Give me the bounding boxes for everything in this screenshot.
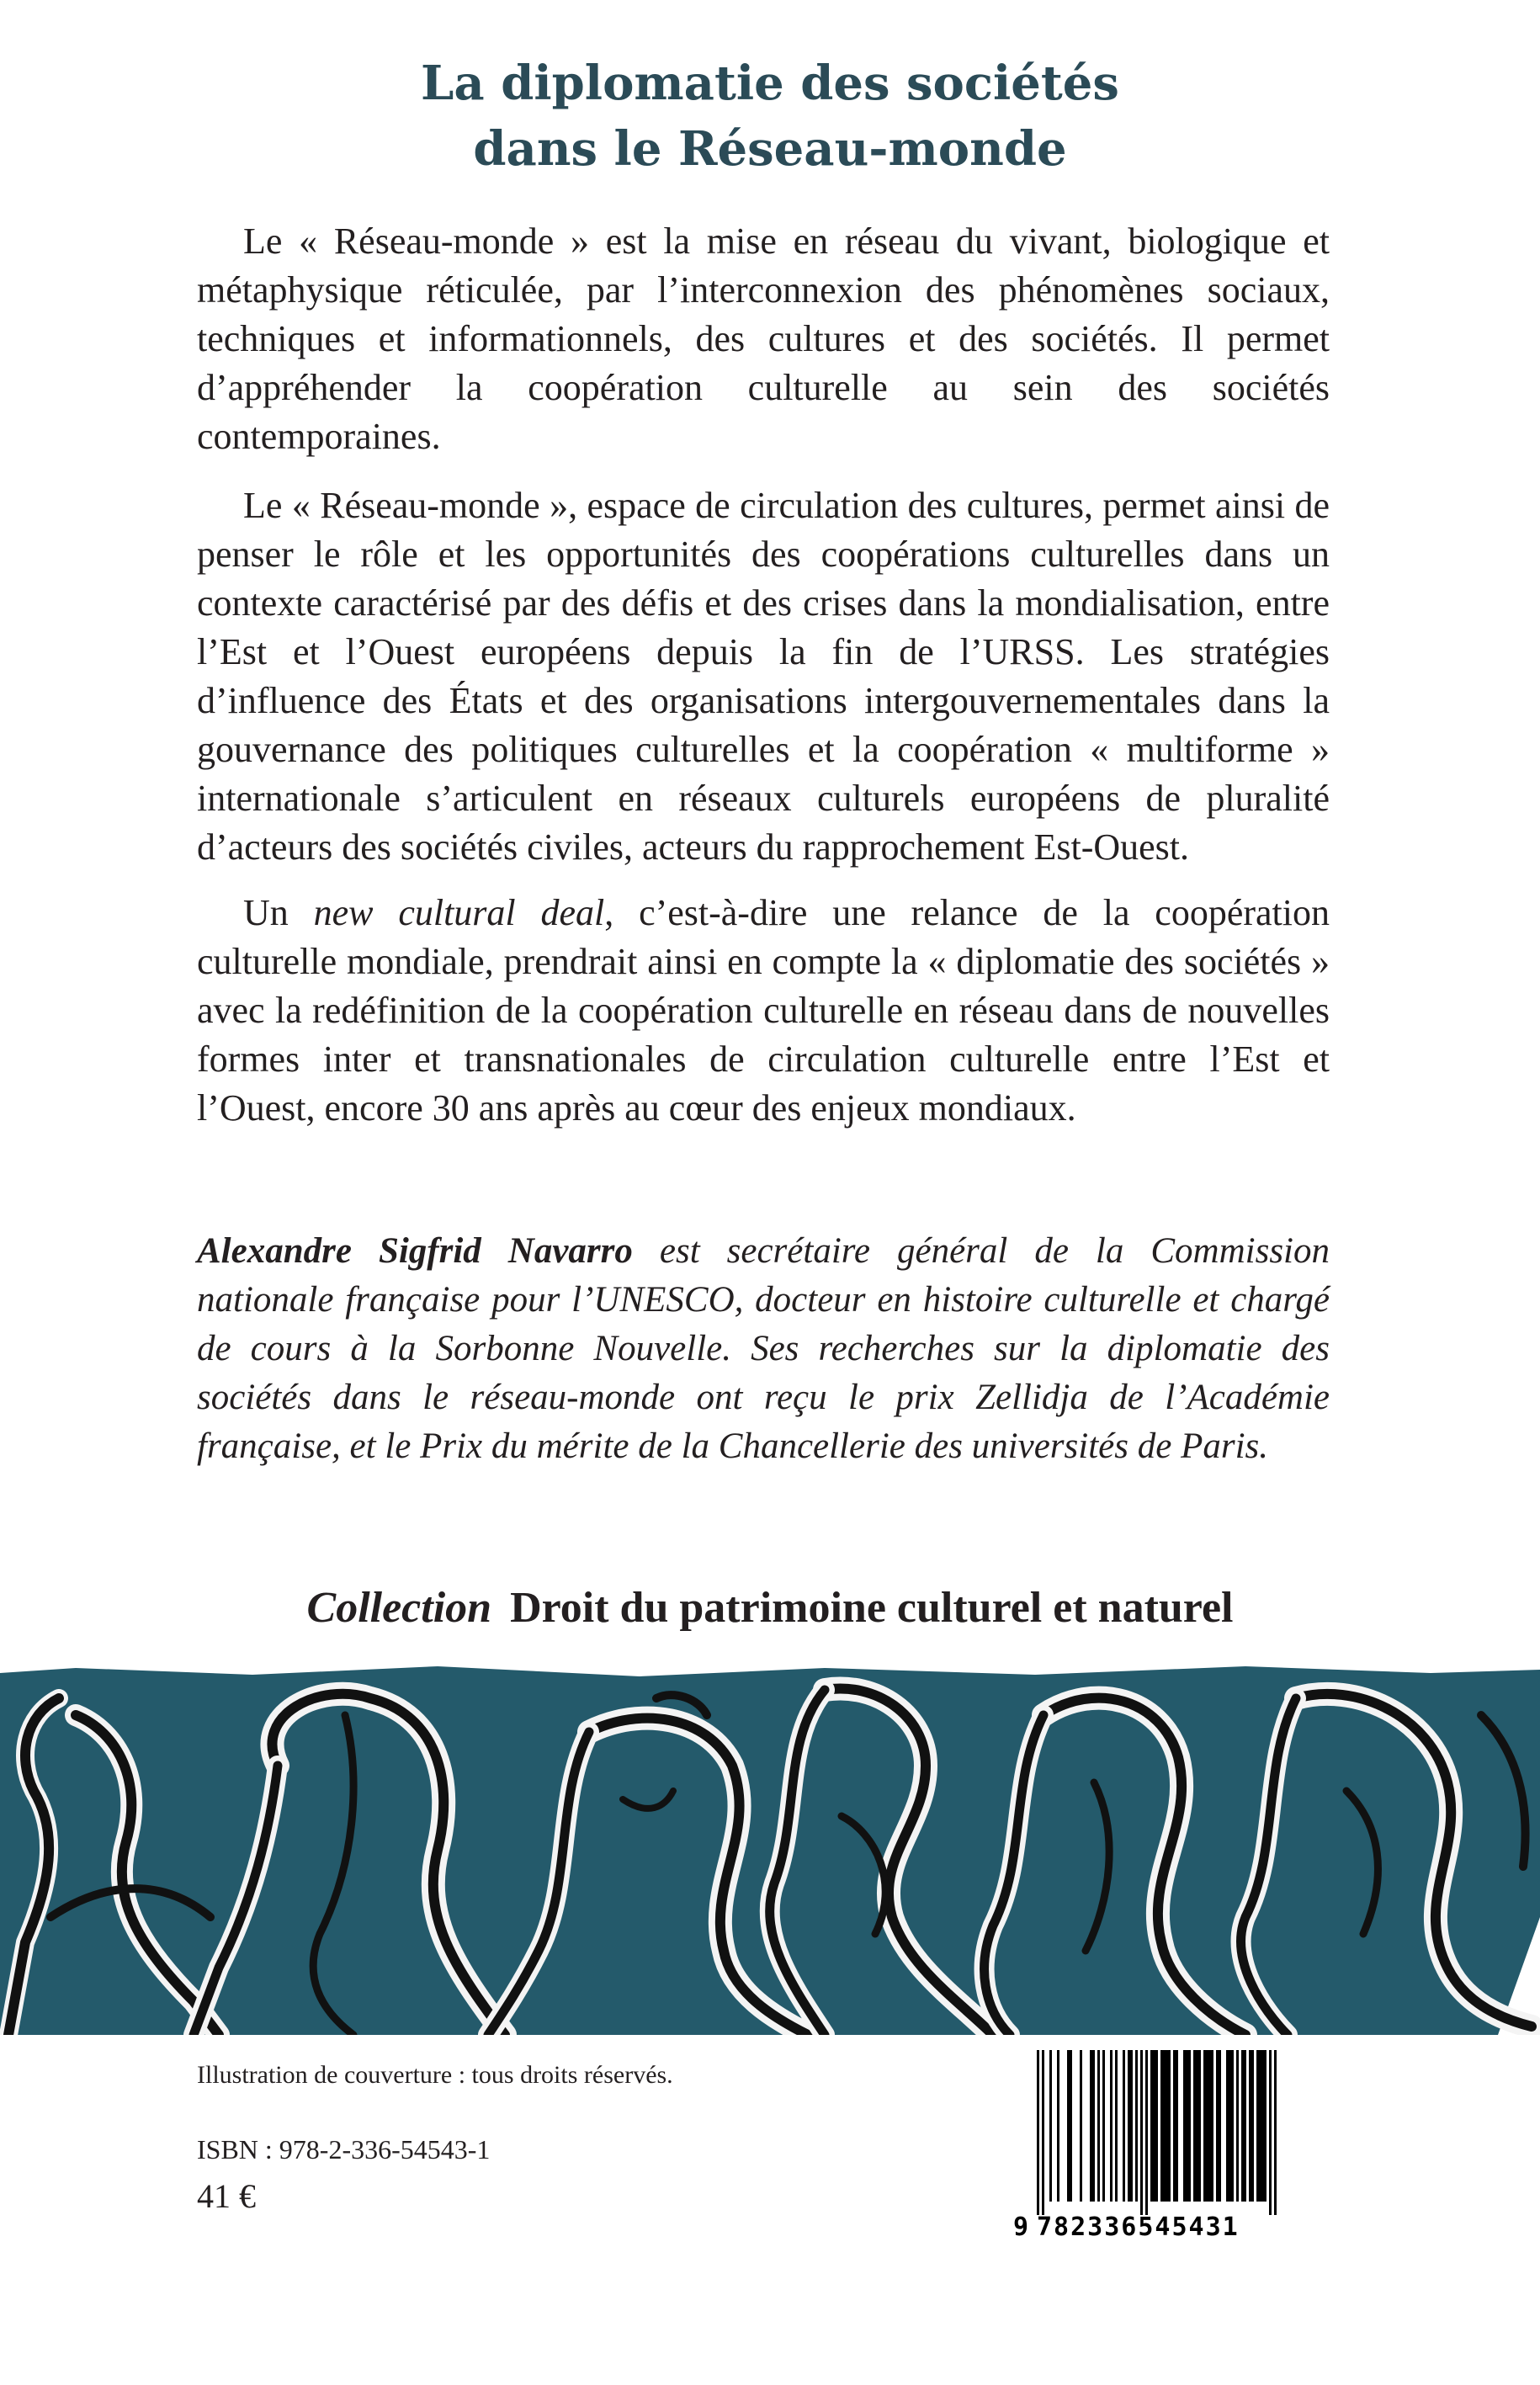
- blurb-paragraph-2: Le « Réseau-monde », espace de circulation des cultures, permet ainsi de penser le rôle et les opportunités des coopérations culturelles dans un contexte caractérisé par des défis et des crises dans la mondialisation, entre l’Est et l’Ouest européens depuis la fin de l’URSS. Les stratégies d’influence des États et des organisations intergouvernementales dans la gouvernance des politiques culturelles et la coopération « multiforme » internationale s’articulent en réseaux culturels européens de pluralité d’acteurs des sociétés civiles, acteurs du rapprochement Est-Ouest.: [197, 485, 1330, 868]
- barcode-guard-bar: [1274, 2050, 1277, 2215]
- barcode-bar: [1115, 2050, 1118, 2202]
- barcode-guard-bar: [1037, 2050, 1039, 2215]
- barcode-bar: [1236, 2050, 1239, 2202]
- barcode-bar: [1135, 2050, 1138, 2202]
- author-bio-text: est secrétaire général de la Commission nationale française pour l’UNESCO, docteur en histoire culturelle et chargé de cours à la Sorbonne Nouvelle. Ses recherches sur la diplomatie des sociétés dans le réseau-monde ont reçu le prix Zellidja de l’Académie française, et le Prix du mérite de la Chancellerie des universités de Paris.: [197, 1231, 1330, 1466]
- barcode-bar: [1080, 2050, 1082, 2202]
- barcode-digit-string: 782336545431: [1037, 2212, 1240, 2242]
- barcode-bar: [1173, 2050, 1178, 2202]
- blurb: [197, 217, 1330, 1150]
- p3-rest: , c’est-à-dire une relance de la coopération culturelle mondiale, prendrait ainsi en compte la « diplomatie des sociétés » avec la redéfinition de la coopération culturelle en réseau dans de nouvelles formes inter et transnationales de circulation culturelle entre l’Est et l’Ouest, encore 30 ans après au cœur des enjeux mondiaux.: [197, 892, 1330, 1129]
- book-title: [0, 50, 1540, 182]
- p3-italic-phrase: new cultural deal: [313, 892, 605, 933]
- barcode-bar: [1241, 2050, 1246, 2202]
- barcode: [1013, 2050, 1330, 2242]
- barcode-first-digit: 9: [1013, 2212, 1031, 2242]
- barcode-bar: [1128, 2050, 1133, 2202]
- cover-credit: Illustration de couverture : tous droits réservés.: [197, 2061, 673, 2089]
- barcode-bar: [1226, 2050, 1234, 2202]
- barcode-digits: [1013, 2212, 1330, 2242]
- illustration-background: [0, 1666, 1540, 2035]
- barcode-bar: [1097, 2050, 1100, 2202]
- title-line-2: dans le Réseau-monde: [473, 121, 1067, 177]
- illustration-svg: [0, 1665, 1540, 2035]
- barcode-bar: [1110, 2050, 1113, 2202]
- barcode-guard-bar: [1269, 2050, 1272, 2215]
- barcode-bar: [1067, 2050, 1072, 2202]
- barcode-bar: [1102, 2050, 1105, 2202]
- collection-line: [0, 1579, 1540, 1638]
- barcode-bars: [1017, 2050, 1330, 2215]
- collection-name: Droit du patrimoine culturel et naturel: [510, 1584, 1234, 1632]
- barcode-bar: [1049, 2050, 1052, 2202]
- barcode-guard-bar: [1145, 2050, 1148, 2215]
- barcode-bar: [1160, 2050, 1171, 2202]
- blurb-paragraph-3: [197, 889, 1330, 1133]
- barcode-bar: [1193, 2050, 1201, 2202]
- cover-illustration: [0, 1665, 1540, 2035]
- barcode-bar: [1249, 2050, 1254, 2202]
- blurb-paragraph-1: Le « Réseau-monde » est la mise en réseau du vivant, biologique et métaphysique réticulée, par l’interconnexion des phénomènes sociaux, techniques et informationnels, des cultures et des sociétés. Il permet d’appréhender la coopération culturelle au sein des sociétés contemporaines.: [197, 220, 1330, 457]
- barcode-bar: [1057, 2050, 1059, 2202]
- barcode-bar: [1090, 2050, 1095, 2202]
- isbn: ISBN : 978-2-336-54543-1: [197, 2134, 491, 2165]
- barcode-guard-bar: [1140, 2050, 1143, 2215]
- barcode-bar: [1203, 2050, 1213, 2202]
- barcode-bar: [1123, 2050, 1125, 2202]
- barcode-bar: [1216, 2050, 1221, 2202]
- p3-prefix: Un: [243, 892, 314, 933]
- barcode-bar: [1150, 2050, 1158, 2202]
- title-line-1: La diplomatie des sociétés: [421, 56, 1119, 111]
- author-name: Alexandre Sigfrid Navarro: [197, 1231, 633, 1271]
- barcode-bar: [1256, 2050, 1267, 2202]
- barcode-bar: [1183, 2050, 1191, 2202]
- author-bio: [197, 1227, 1330, 1471]
- collection-label: Collection: [306, 1584, 492, 1632]
- price: 41 €: [197, 2177, 256, 2215]
- barcode-guard-bar: [1042, 2050, 1044, 2215]
